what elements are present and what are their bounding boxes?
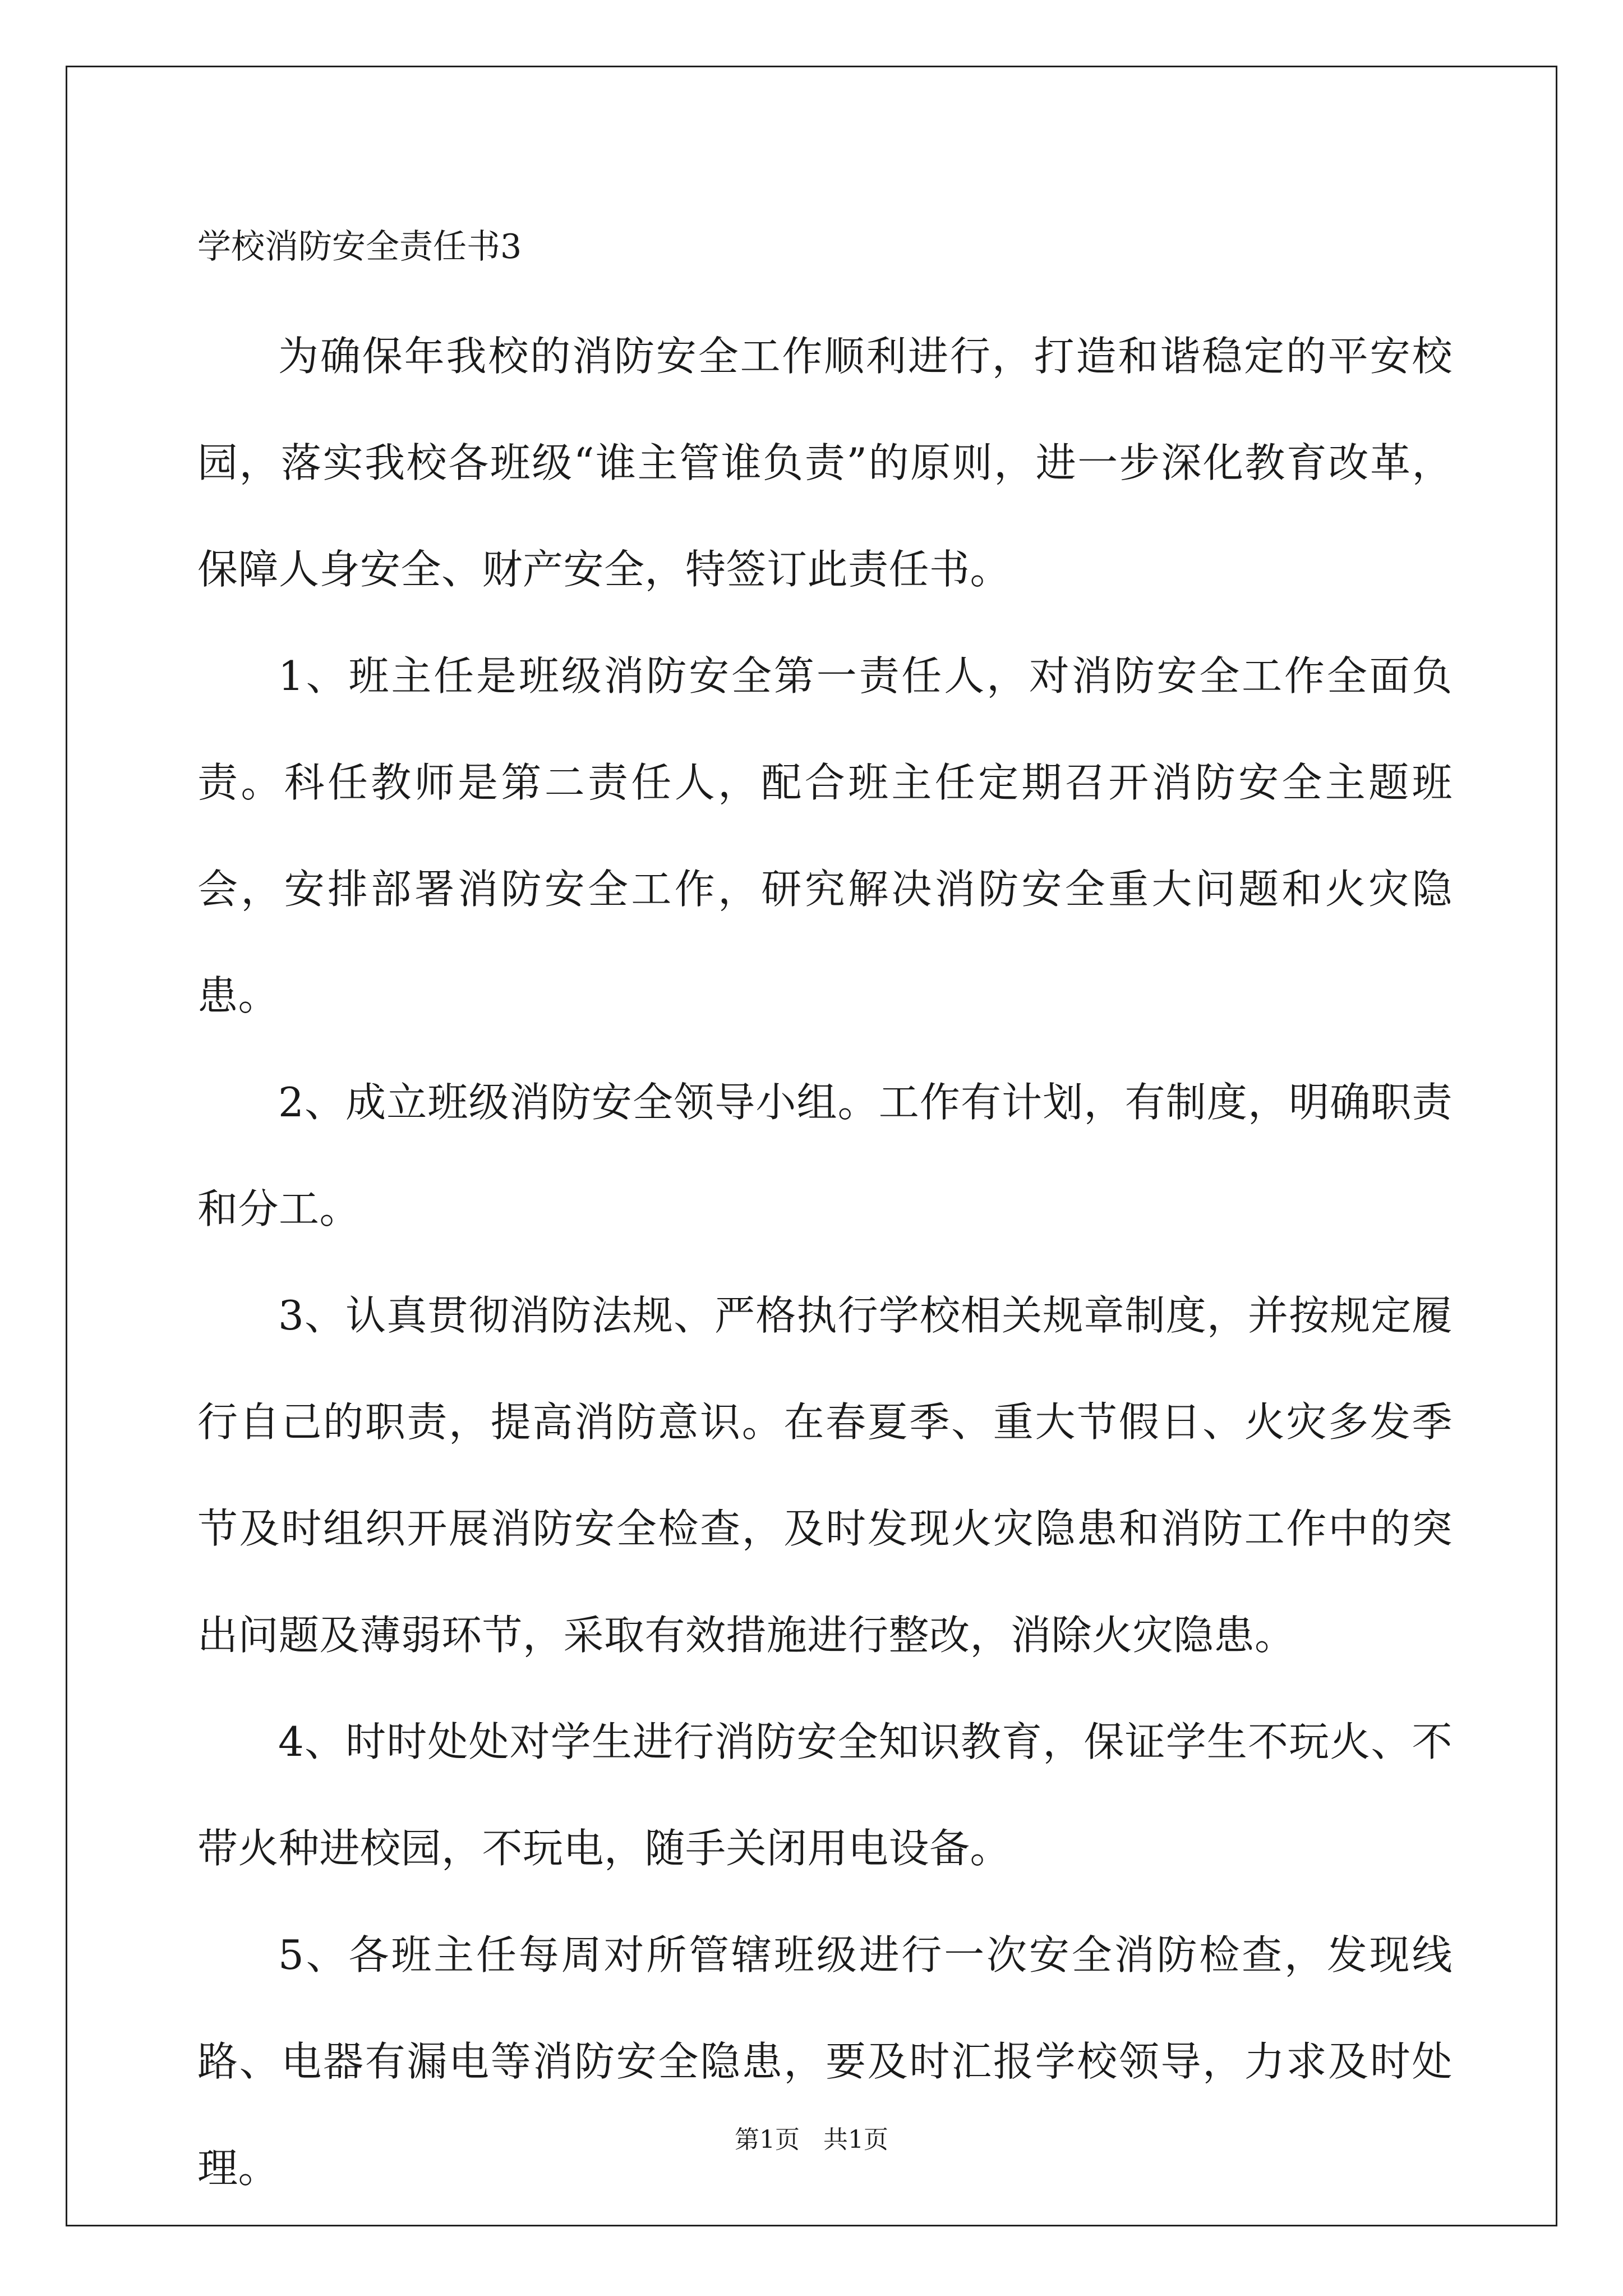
paragraph-item-3: 3、认真贯彻消防法规、严格执行学校相关规章制度，并按规定履行自己的职责，提高消防意识。在春夏季、重大节假日、火灾多发季节及时组织开展消防安全检查，及时发现火灾隐患和消防工作中的突出问题及薄弱环节，采取有效措施进行整改，消除火灾隐患。 — [197, 1292, 1453, 1659]
paragraph-item-4: 4、时时处处对学生进行消防安全知识教育，保证学生不玩火、不带火种进校园，不玩电，随手关闭用电设备。 — [197, 1718, 1453, 1872]
document-body — [197, 224, 1453, 2221]
paragraph-item-2: 2、成立班级消防安全领导小组。工作有计划，有制度，明确职责和分工。 — [197, 1079, 1453, 1232]
paragraph-intro: 为确保年我校的消防安全工作顺利进行，打造和谐稳定的平安校园，落实我校各班级“谁主管谁负责”的原则，进一步深化教育改革，保障人身安全、财产安全，特签订此责任书。 — [197, 333, 1453, 593]
paragraph-item-1: 1、班主任是班级消防安全第一责任人，对消防安全工作全面负责。科任教师是第二责任人，配合班主任定期召开消防安全主题班会，安排部署消防安全工作，研究解决消防安全重大问题和火灾隐患。 — [197, 652, 1453, 1019]
page-footer: 第1页 共1页 — [735, 2125, 888, 2154]
document-title: 学校消防安全责任书3 — [197, 227, 522, 266]
paragraph-item-5: 5、各班主任每周对所管辖班级进行一次安全消防检查，发现线路、电器有漏电等消防安全隐患，要及时汇报学校领导，力求及时处理。 — [197, 1931, 1453, 2192]
